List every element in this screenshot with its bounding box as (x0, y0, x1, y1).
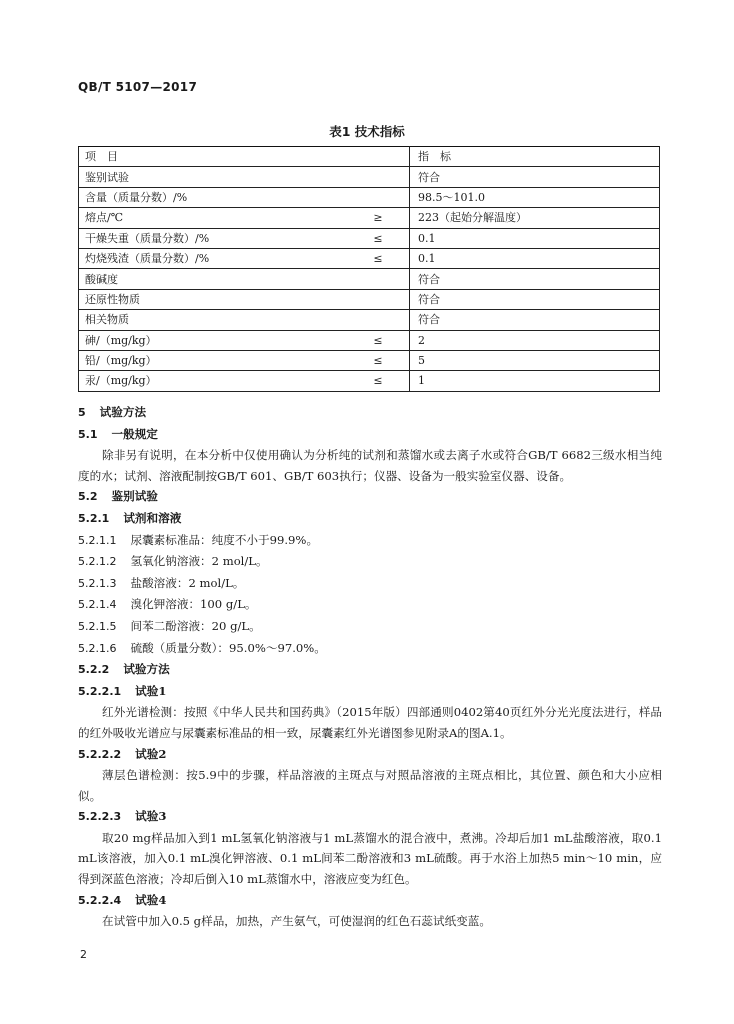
row-operator: ≤ (347, 228, 410, 248)
test-3-heading: 5.2.2.3 试验3 (78, 809, 167, 824)
row-value: 1 (410, 371, 660, 391)
table-row (79, 228, 660, 248)
spec-table (78, 146, 660, 392)
row-item: 砷/（mg/kg） (79, 330, 348, 350)
table-title: 表1 技术指标 (329, 124, 405, 139)
test-2-heading: 5.2.2.2 试验2 (78, 746, 167, 761)
reagent-item: 5.2.1.1 尿囊素标准品：纯度不小于99.9%。 (78, 532, 319, 547)
row-value: 5 (410, 350, 660, 370)
document-body (78, 402, 662, 932)
section-5-1-text: 除非另有说明，在本分析中仅使用确认为分析纯的试剂和蒸馏水或去离子水或符合GB/T 6682三级水相当纯度的水；试剂、溶液配制按GB/T 601、GB/T 603执行；仪器、设备为一般实验室仪器、设备。 (78, 448, 662, 483)
reagent-item: 5.2.1.6 硫酸（质量分数）：95.0%～97.0%。 (78, 640, 326, 655)
table-header-row (79, 147, 660, 167)
test-1-heading: 5.2.2.1 试验1 (78, 683, 167, 698)
reagent-item: 5.2.1.4 溴化钾溶液：100 g/L。 (78, 597, 257, 612)
standard-code: QB/T 5107—2017 (78, 80, 198, 94)
table-row (79, 208, 660, 228)
row-operator (347, 187, 410, 207)
row-item: 铅/（mg/kg） (79, 350, 348, 370)
row-item: 熔点/℃ (79, 208, 348, 228)
row-item: 酸碱度 (79, 269, 348, 289)
table-row (79, 248, 660, 268)
test-3-text: 取20 mg样品加入到1 mL氢氧化钠溶液与1 mL蒸馏水的混合液中，煮沸。冷却后加1 mL盐酸溶液，取0.1 mL该溶液，加入0.1 mL溴化钾溶液、0.1 mL间苯二酚溶液和3 mL硫酸。再于水浴上加热5 min～10 min，应得到深蓝色溶液；冷却后倒入10 mL蒸馏水中，溶液应变为红色。 (78, 830, 662, 887)
row-item: 灼烧残渣（质量分数）/% (79, 248, 348, 268)
row-operator: ≤ (347, 330, 410, 350)
row-value: 符合 (410, 269, 660, 289)
table-row (79, 289, 660, 309)
row-item: 含量（质量分数）/% (79, 187, 348, 207)
header-value: 指 标 (410, 147, 660, 167)
row-item: 干燥失重（质量分数）/% (79, 228, 348, 248)
row-item: 汞/（mg/kg） (79, 371, 348, 391)
reagent-list (78, 530, 662, 660)
section-5-1-heading: 5.1 一般规定 (78, 426, 158, 441)
section-5-2-2-heading: 5.2.2 试验方法 (78, 662, 170, 677)
test-1-text: 红外光谱检测：按照《中华人民共和国药典》（2015年版）四部通则0402第40页红外分光光度法进行，样品的红外吸收光谱应与尿囊素标准品的相一致，尿囊素红外光谱图参见附录A的图A.1。 (78, 705, 662, 740)
row-item: 鉴别试验 (79, 167, 348, 187)
row-value: 223（起始分解温度） (410, 208, 660, 228)
reagent-item: 5.2.1.2 氢氧化钠溶液：2 mol/L。 (78, 554, 268, 569)
page-number: 2 (80, 948, 87, 961)
row-operator: ≤ (347, 248, 410, 268)
row-value: 符合 (410, 310, 660, 330)
row-value: 符合 (410, 167, 660, 187)
test-4-text: 在试管中加入0.5 g样品，加热，产生氨气，可使湿润的红色石蕊试纸变蓝。 (102, 914, 491, 929)
test-2-text: 薄层色谱检测：按5.9中的步骤，样品溶液的主斑点与对照品溶液的主斑点相比，其位置、颜色和大小应相似。 (78, 768, 662, 803)
table-row (79, 187, 660, 207)
row-operator (347, 167, 410, 187)
table-row (79, 310, 660, 330)
row-item: 还原性物质 (79, 289, 348, 309)
row-value: 98.5～101.0 (410, 187, 660, 207)
row-value: 符合 (410, 289, 660, 309)
row-operator (347, 310, 410, 330)
row-operator: ≤ (347, 371, 410, 391)
row-value: 0.1 (410, 228, 660, 248)
reagent-item: 5.2.1.5 间苯二酚溶液：20 g/L。 (78, 618, 261, 633)
table-row (79, 330, 660, 350)
row-operator: ≥ (347, 208, 410, 228)
row-value: 0.1 (410, 248, 660, 268)
reagent-item: 5.2.1.3 盐酸溶液：2 mol/L。 (78, 575, 245, 590)
test-4-heading: 5.2.2.4 试验4 (78, 892, 167, 907)
section-5-heading: 5 试验方法 (78, 405, 147, 419)
table-row (79, 350, 660, 370)
row-operator: ≤ (347, 350, 410, 370)
row-operator (347, 289, 410, 309)
row-operator (347, 269, 410, 289)
table-row (79, 167, 660, 187)
header-item: 项 目 (79, 147, 348, 167)
table-row (79, 371, 660, 391)
table-row (79, 269, 660, 289)
row-item: 相关物质 (79, 310, 348, 330)
row-value: 2 (410, 330, 660, 350)
section-5-2-1-heading: 5.2.1 试剂和溶液 (78, 510, 182, 525)
header-op (347, 147, 410, 167)
section-5-2-heading: 5.2 鉴别试验 (78, 489, 158, 504)
